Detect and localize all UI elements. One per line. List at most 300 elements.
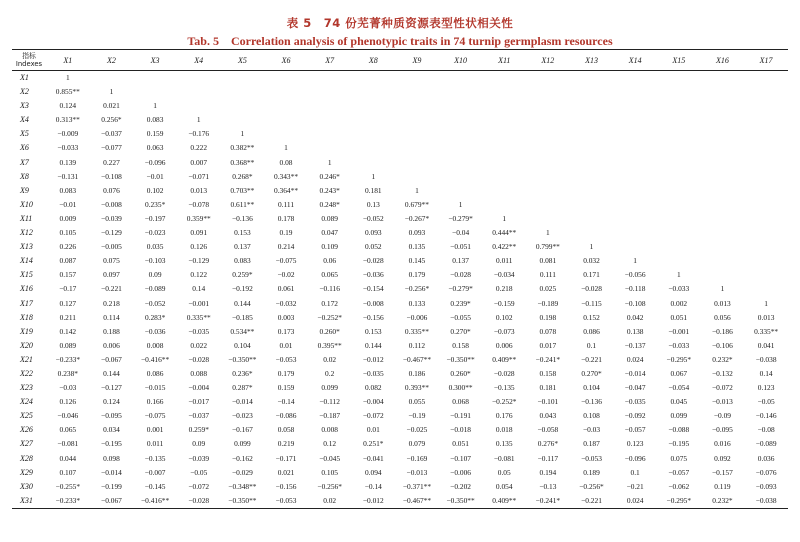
table-cell	[395, 99, 439, 113]
table-row	[12, 113, 788, 127]
table-cell	[570, 141, 614, 155]
table-cell	[395, 113, 439, 127]
table-cell: 0.144	[234, 298, 251, 308]
table-cell: −0.052	[144, 298, 166, 308]
table-cell: 1	[458, 199, 463, 209]
table-cell	[351, 141, 395, 155]
table-row	[12, 282, 788, 296]
table-row	[12, 198, 788, 212]
table-cell	[221, 99, 265, 113]
table-cell: −0.279*	[448, 284, 473, 294]
table-cell	[526, 184, 570, 198]
table-cell	[701, 170, 745, 184]
table-cell: 0.248*	[319, 199, 340, 209]
table-cell	[526, 212, 570, 226]
table-row	[12, 297, 788, 311]
table-cell: 1	[284, 143, 288, 153]
table-cell	[570, 85, 614, 99]
table-cell: −0.092	[624, 411, 646, 421]
row-label: X23	[20, 383, 33, 393]
table-cell	[482, 127, 526, 141]
table-cell	[657, 240, 701, 254]
row-label: X6	[20, 143, 29, 153]
table-cell: 0.082	[364, 383, 382, 393]
table-cell	[439, 113, 483, 127]
table-cell: −0.089	[755, 439, 777, 449]
table-cell: 0.123	[757, 383, 775, 393]
row-label: X29	[20, 467, 33, 477]
table-cell: −0.053	[264, 494, 308, 509]
table-cell: −0.187	[319, 411, 341, 421]
table-row	[12, 409, 788, 423]
table-cell: −0.167	[231, 425, 253, 435]
table-cell: −0.05	[190, 467, 208, 477]
column-header: X7	[308, 50, 352, 71]
table-cell: 0.119	[714, 481, 731, 491]
table-cell: 0.098	[103, 453, 120, 463]
table-cell: 0.003	[277, 312, 295, 322]
table-cell: −0.101	[537, 397, 559, 407]
table-cell	[308, 141, 352, 155]
table-cell: −0.028	[177, 494, 221, 509]
table-cell: 1	[371, 171, 376, 181]
table-cell: 0.06	[323, 256, 337, 266]
table-cell: 0.259*	[188, 425, 209, 435]
table-cell: −0.191	[450, 411, 471, 421]
table-cell: −0.295*	[657, 494, 701, 509]
table-cell	[657, 85, 701, 99]
table-cell: −0.018	[450, 425, 471, 435]
table-cell	[657, 212, 701, 226]
table-cell: −0.159	[493, 298, 515, 308]
table-cell: 0.008	[321, 425, 338, 435]
table-cell: −0.033	[668, 340, 690, 350]
table-cell: 0.126	[59, 397, 77, 407]
table-cell: 0.086	[146, 368, 164, 378]
table-cell	[744, 226, 788, 240]
table-cell: 1	[676, 270, 681, 280]
table-cell: −0.350**	[446, 354, 475, 364]
table-cell: −0.05	[757, 397, 775, 407]
table-cell: −0.013	[712, 397, 733, 407]
table-cell: 0.218	[103, 298, 120, 308]
table-cell	[395, 85, 439, 99]
table-cell: −0.01	[59, 199, 77, 209]
table-row	[12, 268, 788, 282]
table-cell	[701, 254, 745, 268]
row-label: X13	[20, 242, 33, 252]
table-cell: −0.008	[101, 199, 122, 209]
table-cell: −0.185	[231, 312, 253, 322]
table-cell: −0.036	[144, 326, 166, 336]
table-cell: −0.047	[624, 383, 646, 393]
table-cell: −0.077	[101, 143, 122, 153]
table-cell: 1	[415, 185, 419, 195]
table-cell	[351, 127, 395, 141]
table-cell: 0.335**	[754, 326, 779, 336]
table-cell: 0.444**	[492, 228, 517, 238]
table-cell: −0.038	[744, 494, 788, 509]
table-cell: −0.256*	[404, 284, 430, 294]
table-cell: −0.255*	[55, 481, 81, 491]
table-cell: 0.01	[279, 340, 293, 350]
row-label: X31	[12, 494, 46, 509]
table-cell: 0.335**	[404, 326, 429, 336]
table-cell: −0.350**	[439, 494, 483, 509]
table-header-row	[12, 50, 788, 71]
column-header: X14	[613, 50, 657, 71]
table-cell	[570, 184, 614, 198]
table-row	[12, 452, 788, 466]
table-cell: 0.021	[277, 467, 295, 477]
table-row	[12, 212, 788, 226]
table-cell: 0.104	[583, 383, 600, 393]
table-cell: −0.186	[712, 326, 733, 336]
table-cell: 0.065	[321, 270, 338, 280]
table-cell	[613, 226, 657, 240]
table-cell: 0.089	[59, 340, 77, 350]
table-cell: 0.083	[59, 185, 77, 195]
table-cell: 0.300**	[448, 383, 473, 393]
table-cell: −0.467**	[402, 354, 432, 364]
table-cell: 0.127	[59, 298, 77, 308]
table-cell	[701, 113, 745, 127]
table-cell	[613, 71, 657, 86]
table-cell	[351, 156, 395, 170]
table-body	[12, 71, 788, 509]
table-cell	[613, 127, 657, 141]
table-cell: −0.416**	[133, 494, 177, 509]
table-row	[12, 127, 788, 141]
table-cell: −0.21	[626, 481, 644, 491]
table-cell: −0.199	[101, 481, 122, 491]
table-cell: −0.006	[406, 312, 428, 322]
table-cell: −0.169	[406, 453, 428, 463]
table-cell: 0.198	[539, 312, 557, 322]
table-cell: −0.129	[101, 228, 122, 238]
table-cell: 0.226	[59, 242, 77, 252]
row-label: X18	[20, 312, 33, 322]
table-cell: 1	[109, 87, 114, 97]
table-cell: −0.252*	[491, 397, 517, 407]
table-cell	[221, 71, 265, 86]
table-cell: −0.171	[275, 453, 297, 463]
table-cell: 0.409**	[482, 494, 526, 509]
table-cell: −0.073	[493, 326, 515, 336]
table-cell: 0.259*	[232, 270, 253, 280]
table-cell: −0.046	[57, 411, 79, 421]
table-cell: 0.276*	[537, 439, 559, 449]
table-cell: 0.044	[59, 453, 77, 463]
table-cell: 0.393**	[404, 383, 429, 393]
table-cell: 0.042	[626, 312, 644, 322]
table-cell: 0.158	[539, 368, 557, 378]
table-cell	[744, 282, 788, 296]
table-cell: −0.197	[144, 213, 166, 223]
table-cell: −0.136	[581, 397, 602, 407]
row-label: X30	[20, 481, 33, 491]
table-cell: −0.256*	[317, 481, 342, 491]
table-cell: 0.239*	[450, 298, 471, 308]
table-cell: −0.039	[101, 213, 122, 223]
table-cell: 0.194	[539, 467, 557, 477]
table-cell: −0.117	[537, 453, 559, 463]
table-cell: −0.078	[188, 199, 210, 209]
table-cell: −0.241*	[535, 354, 561, 364]
table-cell: 0.114	[103, 312, 120, 322]
table-cell: −0.053	[581, 453, 602, 463]
table-caption	[0, 0, 800, 48]
table-cell	[482, 85, 526, 99]
table-cell: 0.034	[103, 425, 120, 435]
table-cell: 0.006	[103, 340, 120, 350]
table-cell	[701, 85, 745, 99]
table-cell: −0.156	[362, 312, 384, 322]
table-cell: −0.067	[101, 354, 122, 364]
table-cell: −0.279*	[448, 213, 473, 223]
table-cell: 0.238*	[57, 368, 78, 378]
table-cell: −0.014	[101, 467, 122, 477]
table-cell	[221, 113, 265, 127]
table-cell: −0.032	[275, 298, 297, 308]
table-cell: −0.053	[275, 354, 297, 364]
column-header: X15	[657, 50, 701, 71]
table-cell: 0.104	[234, 340, 251, 350]
table-row	[12, 480, 788, 494]
table-cell: −0.037	[101, 129, 122, 139]
table-cell: 0.144	[103, 368, 120, 378]
table-cell: 0.086	[583, 326, 600, 336]
table-cell: 0.343**	[274, 171, 299, 181]
table-cell: 0.063	[146, 143, 164, 153]
table-cell: 1	[589, 242, 594, 252]
table-cell	[395, 71, 439, 86]
table-cell	[657, 127, 701, 141]
table-cell: −0.131	[57, 171, 79, 181]
table-cell: −0.005	[101, 242, 122, 252]
row-label: X22	[20, 368, 33, 378]
table-cell: 0.368**	[230, 157, 255, 167]
row-label: X14	[20, 256, 33, 266]
table-cell: 0.079	[408, 439, 426, 449]
table-cell: 0.024	[613, 494, 657, 509]
table-cell	[744, 85, 788, 99]
table-cell: −0.081	[57, 439, 79, 449]
table-cell: 0.001	[146, 425, 164, 435]
table-cell: 0.173	[277, 326, 295, 336]
table-cell: 0.534**	[230, 326, 255, 336]
table-cell: −0.195	[668, 439, 690, 449]
table-cell	[613, 212, 657, 226]
table-cell: 0.188	[103, 326, 120, 336]
column-header: X10	[439, 50, 483, 71]
table-cell: −0.033	[57, 143, 79, 153]
table-cell	[482, 113, 526, 127]
table-cell: 0.145	[408, 256, 426, 266]
column-header: X5	[221, 50, 265, 71]
table-cell: −0.052	[362, 213, 384, 223]
row-label: X1	[20, 73, 29, 82]
table-cell: 0.246*	[319, 171, 340, 181]
table-cell: −0.075	[275, 256, 297, 266]
table-cell	[613, 113, 657, 127]
table-cell: 0.135	[408, 242, 426, 252]
table-cell: 0.002	[670, 298, 688, 308]
table-cell: 0.126	[190, 242, 208, 252]
table-cell: 0.142	[59, 326, 77, 336]
table-cell	[526, 71, 570, 86]
table-cell	[395, 170, 439, 184]
table-cell: 1	[240, 129, 245, 139]
row-label: X24	[20, 397, 33, 407]
row-label: X5	[20, 129, 29, 139]
table-cell: 0.102	[495, 312, 513, 322]
table-cell: −0.14	[277, 397, 295, 407]
table-cell: −0.107	[450, 453, 471, 463]
table-cell: −0.108	[101, 171, 122, 181]
table-cell	[264, 99, 308, 113]
table-cell	[701, 226, 745, 240]
table-cell: −0.233*	[46, 494, 90, 509]
table-cell: −0.116	[319, 284, 340, 294]
table-cell: 0.055	[408, 397, 426, 407]
table-cell: −0.072	[362, 411, 384, 421]
table-cell: 0.232*	[712, 354, 733, 364]
column-header: X16	[701, 50, 745, 71]
table-cell: −0.007	[144, 467, 166, 477]
table-cell: −0.136	[231, 213, 253, 223]
table-cell: −0.03	[582, 425, 601, 435]
table-cell	[744, 156, 788, 170]
column-header: X17	[744, 50, 788, 71]
table-cell: −0.072	[188, 481, 210, 491]
table-row	[12, 184, 788, 198]
table-cell: −0.029	[231, 467, 253, 477]
table-cell: 0.283*	[144, 312, 166, 322]
table-cell: 0.219	[277, 439, 295, 449]
table-cell: −0.295*	[666, 354, 692, 364]
table-cell: 0.1	[630, 467, 640, 477]
table-cell: 0.214	[277, 242, 295, 252]
table-cell: −0.004	[362, 397, 384, 407]
table-cell: 0.099	[234, 439, 251, 449]
table-cell	[308, 99, 352, 113]
table-cell: −0.036	[362, 270, 384, 280]
table-cell: 0.222	[190, 143, 208, 153]
table-cell: 0.611**	[230, 199, 255, 209]
table-cell: −0.028	[581, 284, 602, 294]
table-cell: 0.108	[583, 411, 600, 421]
table-cell: −0.017	[188, 397, 210, 407]
table-cell: −0.135	[493, 383, 515, 393]
table-cell: −0.350**	[228, 354, 257, 364]
table-cell: 0.102	[146, 185, 164, 195]
table-cell: −0.350**	[221, 494, 265, 509]
table-cell	[657, 71, 701, 86]
table-cell	[744, 198, 788, 212]
table-cell: −0.067	[90, 494, 134, 509]
table-cell: 0.087	[59, 256, 77, 266]
table-cell	[744, 71, 788, 86]
column-header: X9	[395, 50, 439, 71]
table-cell: 0.179	[408, 270, 426, 280]
table-cell: 0.02	[323, 354, 337, 364]
table-cell: −0.115	[581, 298, 602, 308]
table-cell	[90, 71, 134, 86]
table-cell: 0.153	[234, 228, 251, 238]
table-cell: −0.055	[450, 312, 471, 322]
table-cell: 0.075	[103, 256, 120, 266]
table-cell: 0.186	[408, 368, 426, 378]
table-cell: 0.171	[583, 270, 600, 280]
table-cell: 0.094	[364, 467, 382, 477]
column-header: X1	[46, 50, 90, 71]
table-cell	[439, 99, 483, 113]
table-cell	[439, 141, 483, 155]
table-cell: 0.091	[190, 228, 208, 238]
table-cell: 0.178	[277, 213, 295, 223]
table-cell	[701, 71, 745, 86]
table-cell	[613, 184, 657, 198]
table-cell: −0.041	[362, 453, 384, 463]
column-header: X6	[264, 50, 308, 71]
table-cell	[744, 141, 788, 155]
table-cell: −0.129	[188, 256, 210, 266]
index-header-cn: 指标	[22, 52, 36, 60]
table-cell	[570, 71, 614, 86]
table-cell: 0.181	[539, 383, 557, 393]
table-cell: 0.093	[364, 228, 382, 238]
table-cell: −0.071	[188, 171, 210, 181]
table-row	[12, 71, 788, 86]
table-cell: −0.014	[624, 368, 646, 378]
table-cell: 0.067	[670, 368, 688, 378]
table-cell	[744, 254, 788, 268]
table-cell: −0.056	[624, 270, 646, 280]
table-cell: 0.135	[495, 439, 513, 449]
table-cell: −0.086	[275, 411, 297, 421]
table-cell: 0.02	[308, 494, 352, 509]
table-row	[12, 240, 788, 254]
table-cell	[744, 113, 788, 127]
table-row	[12, 437, 788, 451]
table-cell: −0.013	[406, 467, 428, 477]
table-cell: 0.041	[757, 340, 775, 350]
table-cell	[177, 85, 221, 99]
table-cell: −0.001	[188, 298, 210, 308]
row-label: X19	[20, 326, 33, 336]
table-cell: −0.176	[188, 129, 210, 139]
table-cell	[657, 254, 701, 268]
table-cell	[526, 156, 570, 170]
table-cell: 0.007	[190, 157, 208, 167]
table-cell	[570, 212, 614, 226]
table-cell: 0.099	[321, 383, 338, 393]
table-row	[12, 325, 788, 339]
table-row	[12, 466, 788, 480]
table-cell: 0.075	[670, 453, 688, 463]
table-cell: 0.061	[277, 284, 295, 294]
table-cell: 0.013	[190, 185, 208, 195]
table-cell	[439, 170, 483, 184]
table-row	[12, 170, 788, 184]
table-cell: −0.145	[144, 481, 166, 491]
index-header-en: Indexes	[15, 60, 43, 68]
table-title-english: Tab. 5 Correlation analysis of phenotypic traits in 74 turnip germplasm resources	[187, 34, 613, 48]
table-cell: −0.112	[319, 397, 340, 407]
table-cell: 0.099	[670, 411, 688, 421]
table-cell: 0.058	[277, 425, 295, 435]
